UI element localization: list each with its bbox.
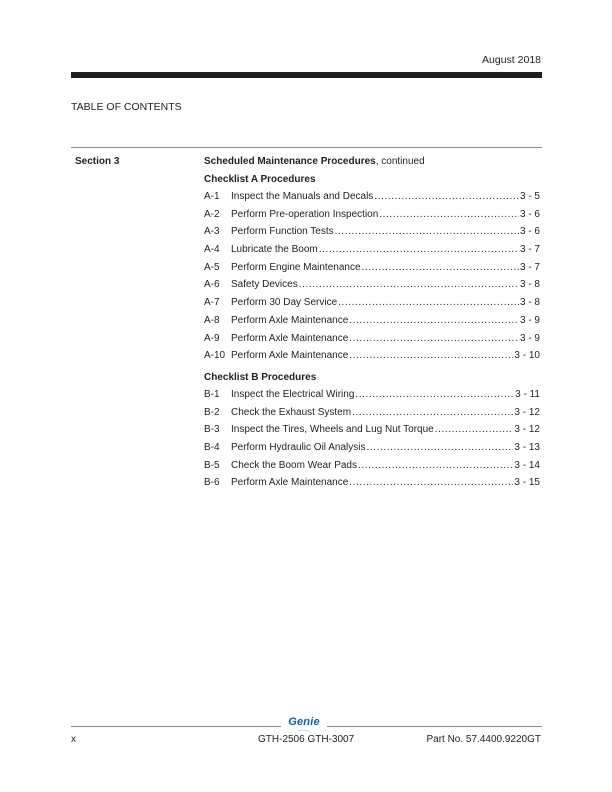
checklist-b-title: Checklist B Procedures xyxy=(204,371,317,383)
toc-entry-leader xyxy=(349,477,513,489)
toc-entry-title: Check the Boom Wear Pads xyxy=(231,459,357,471)
toc-entry-page: 3 - 13 xyxy=(514,441,540,453)
toc-entry-page: 3 - 7 xyxy=(519,261,540,273)
toc-entry-number: B-5 xyxy=(204,459,220,471)
toc-entry-title: Perform Hydraulic Oil Analysis xyxy=(231,441,366,453)
toc-entry-page: 3 - 9 xyxy=(519,332,540,344)
toc-entry-title: Inspect the Electrical Wiring xyxy=(231,388,355,400)
toc-entry-leader xyxy=(358,460,513,472)
genie-logo-tagline: ———— xyxy=(298,728,310,732)
toc-entry[interactable] xyxy=(204,424,542,442)
toc-entry-title: Perform Pre-operation Inspection xyxy=(231,208,379,220)
footer-models: GTH-2506 GTH-3007 xyxy=(258,734,355,745)
toc-column xyxy=(204,156,542,495)
footer-part-number: Part No. 57.4400.9220GT xyxy=(426,734,541,745)
toc-entry-page: 3 - 8 xyxy=(519,279,540,291)
section-title-main: Scheduled Maintenance Procedures xyxy=(204,156,376,167)
header-date: August 2018 xyxy=(482,54,541,66)
toc-entry-title: Check the Exhaust System xyxy=(231,406,352,418)
toc-entry[interactable] xyxy=(204,297,542,315)
section-label: Section 3 xyxy=(75,156,120,167)
toc-entry[interactable] xyxy=(204,442,542,460)
toc-entry-leader xyxy=(349,315,519,327)
toc-entry-title: Inspect the Tires, Wheels and Lug Nut Torque xyxy=(231,424,434,436)
toc-entry-number: B-4 xyxy=(204,441,220,453)
toc-entry-number: A-7 xyxy=(204,297,220,309)
genie-logo xyxy=(281,717,327,734)
toc-entry-leader xyxy=(352,407,513,419)
toc-entry-number: A-8 xyxy=(204,314,220,326)
genie-logo-text: Genie xyxy=(288,716,320,728)
toc-entry-number: B-6 xyxy=(204,477,220,489)
toc-entry-number: A-1 xyxy=(204,191,220,202)
toc-entry-leader xyxy=(374,191,519,203)
toc-entry-number: A-5 xyxy=(204,261,220,273)
toc-entry-title: Perform Axle Maintenance xyxy=(231,314,349,326)
toc-entry-number: B-3 xyxy=(204,424,220,436)
toc-entry[interactable] xyxy=(204,244,542,262)
toc-entry-page: 3 - 12 xyxy=(514,424,540,436)
toc-entry[interactable] xyxy=(204,279,542,297)
toc-entry-leader xyxy=(335,226,519,238)
page-number: x xyxy=(71,734,76,745)
toc-entry-leader xyxy=(349,350,513,362)
toc-entry-page: 3 - 8 xyxy=(519,297,540,309)
section-title-suffix: , continued xyxy=(375,156,425,167)
toc-entry[interactable] xyxy=(204,389,542,407)
page-title: TABLE OF CONTENTS xyxy=(71,101,182,113)
toc-entry-title: Safety Devices xyxy=(231,279,298,291)
toc-entry-page: 3 - 15 xyxy=(514,477,540,489)
toc-entry-leader xyxy=(379,209,519,221)
toc-entry[interactable] xyxy=(204,226,542,244)
toc-entry-page: 3 - 11 xyxy=(515,388,540,400)
toc-entry-number: A-4 xyxy=(204,244,220,256)
toc-entry-title: Perform Function Tests xyxy=(231,226,334,238)
toc-entry[interactable] xyxy=(204,460,542,478)
toc-entry[interactable] xyxy=(204,315,542,333)
toc-entry-leader xyxy=(349,333,519,345)
toc-entry-leader xyxy=(362,262,519,274)
checklist-a-title: Checklist A Procedures xyxy=(204,174,316,185)
toc-entry[interactable] xyxy=(204,477,542,495)
toc-entry-leader xyxy=(355,389,514,401)
toc-entry[interactable] xyxy=(204,262,542,280)
toc-entry-leader xyxy=(366,442,513,454)
toc-entry[interactable] xyxy=(204,209,542,227)
toc-entry-number: A-10 xyxy=(204,350,226,362)
toc-entry-page: 3 - 9 xyxy=(519,314,540,326)
toc-entry-number: B-2 xyxy=(204,406,220,418)
toc-entry[interactable] xyxy=(204,350,542,368)
toc-entry-page: 3 - 10 xyxy=(514,350,540,362)
section-divider xyxy=(71,147,542,148)
toc-entry-page: 3 - 14 xyxy=(514,459,540,471)
toc-entry-title: Perform Axle Maintenance xyxy=(231,332,349,344)
toc-entry-title: Lubricate the Boom xyxy=(231,244,318,256)
toc-entry-number: A-3 xyxy=(204,226,220,238)
toc-entry-title: Inspect the Manuals and Decals xyxy=(231,191,374,202)
toc-entry-leader xyxy=(299,279,519,291)
toc-entry-title: Perform Engine Maintenance xyxy=(231,261,361,273)
toc-entry-page: 3 - 7 xyxy=(519,244,540,256)
toc-entry-number: A-6 xyxy=(204,279,220,291)
checklist-a-list xyxy=(204,191,542,368)
toc-entry[interactable] xyxy=(204,407,542,425)
toc-entry[interactable] xyxy=(204,191,542,209)
toc-entry-page: 3 - 5 xyxy=(519,191,540,202)
toc-entry-page: 3 - 6 xyxy=(519,208,540,220)
toc-entry-title: Perform 30 Day Service xyxy=(231,297,338,309)
checklist-b-list xyxy=(204,389,542,495)
toc-entry-title: Perform Axle Maintenance xyxy=(231,350,349,362)
toc-entry-number: B-1 xyxy=(204,388,220,400)
toc-entry-leader xyxy=(435,424,514,436)
toc-entry-number: A-9 xyxy=(204,332,220,344)
toc-entry[interactable] xyxy=(204,333,542,351)
toc-entry-page: 3 - 6 xyxy=(519,226,540,238)
toc-entry-number: A-2 xyxy=(204,208,220,220)
toc-entry-title: Perform Axle Maintenance xyxy=(231,477,349,489)
toc-entry-leader xyxy=(319,244,519,256)
section-title xyxy=(204,156,542,174)
header-rule xyxy=(71,72,542,78)
toc-entry-leader xyxy=(338,297,519,309)
toc-entry-page: 3 - 12 xyxy=(514,406,540,418)
